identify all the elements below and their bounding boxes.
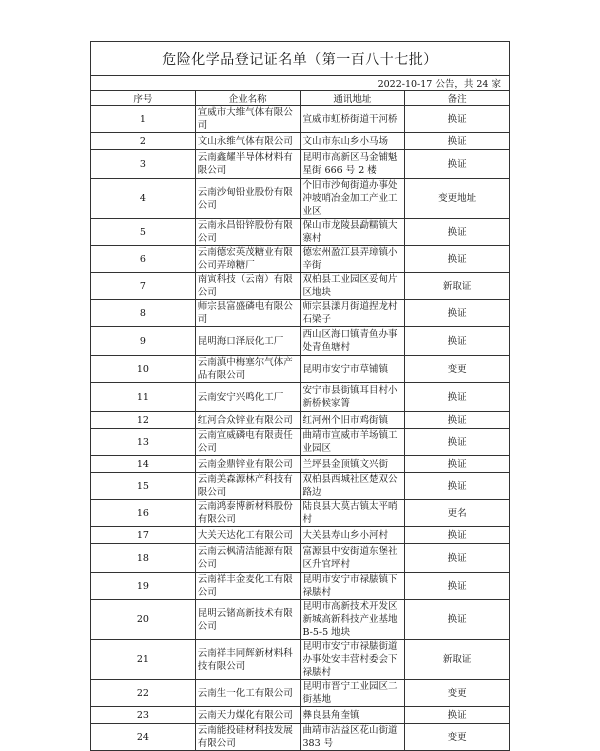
row-note: 换证 xyxy=(405,456,510,473)
company-name: 云南美森源林产科技有限公司 xyxy=(195,473,300,500)
row-number: 7 xyxy=(91,273,196,300)
row-note: 新取证 xyxy=(405,640,510,680)
table-row xyxy=(91,300,510,327)
row-number: 5 xyxy=(91,219,196,246)
row-number: 2 xyxy=(91,133,196,150)
row-note: 换证 xyxy=(405,573,510,600)
row-number: 4 xyxy=(91,179,196,219)
company-name: 云南沙甸铅业股份有限公司 xyxy=(195,179,300,219)
row-note: 变更地址 xyxy=(405,179,510,219)
company-address: 曲靖市宣威市羊场镇工业园区 xyxy=(300,429,405,456)
table-row xyxy=(91,600,510,640)
table-row xyxy=(91,680,510,707)
row-note: 换证 xyxy=(405,544,510,573)
table-row xyxy=(91,500,510,527)
row-number: 14 xyxy=(91,456,196,473)
company-name: 昆明海口泽辰化工厂 xyxy=(195,327,300,356)
table-row xyxy=(91,246,510,273)
table-row xyxy=(91,527,510,544)
company-address: 兰坪县金顶镇文兴街 xyxy=(300,456,405,473)
row-number: 16 xyxy=(91,500,196,527)
row-note: 换证 xyxy=(405,527,510,544)
table-row xyxy=(91,273,510,300)
company-address: 富源县中安街道东堡社区升官坪村 xyxy=(300,544,405,573)
row-number: 1 xyxy=(91,106,196,133)
company-name: 云南永昌铅锌股份有限公司 xyxy=(195,219,300,246)
table-row xyxy=(91,412,510,429)
row-number: 17 xyxy=(91,527,196,544)
row-note: 变更 xyxy=(405,356,510,383)
company-address: 德宏州盈江县弄璋镇小辛街 xyxy=(300,246,405,273)
company-name: 云南金鼎锌业有限公司 xyxy=(195,456,300,473)
row-number: 10 xyxy=(91,356,196,383)
company-address: 曲靖市沾益区花山街道 383 号 xyxy=(300,724,405,751)
row-number: 12 xyxy=(91,412,196,429)
company-name: 南寅科技（云南）有限公司 xyxy=(195,273,300,300)
company-name: 师宗县富盛磷电有限公司 xyxy=(195,300,300,327)
company-name: 云南天力煤化有限公司 xyxy=(195,707,300,724)
row-number: 20 xyxy=(91,600,196,640)
company-name: 大关天达化工有限公司 xyxy=(195,527,300,544)
row-note: 换证 xyxy=(405,246,510,273)
company-address: 个旧市沙甸街道办事处冲坡哨冶金加工产业工业区 xyxy=(300,179,405,219)
row-number: 11 xyxy=(91,383,196,412)
row-number: 22 xyxy=(91,680,196,707)
row-note: 换证 xyxy=(405,412,510,429)
row-number: 13 xyxy=(91,429,196,456)
company-name: 云南德宏英茂糖业有限公司弄璋糖厂 xyxy=(195,246,300,273)
row-note: 换证 xyxy=(405,300,510,327)
row-number: 21 xyxy=(91,640,196,680)
table-row xyxy=(91,544,510,573)
company-address: 昆明市高新区马金铺魁星街 666 号 2 楼 xyxy=(300,150,405,179)
table-row xyxy=(91,106,510,133)
table-row xyxy=(91,219,510,246)
company-name: 云南生一化工有限公司 xyxy=(195,680,300,707)
header-no: 序号 xyxy=(91,91,196,106)
company-address: 陆良县大莫古镇太平哨村 xyxy=(300,500,405,527)
company-address: 昆明市高新技术开发区新城高新科技产业基地 B-5-5 地块 xyxy=(300,600,405,640)
table-row xyxy=(91,327,510,356)
row-note: 变更 xyxy=(405,680,510,707)
company-name: 云南祥丰金麦化工有限公司 xyxy=(195,573,300,600)
company-name: 云南祥丰同辉新材料科技有限公司 xyxy=(195,640,300,680)
row-note: 换证 xyxy=(405,383,510,412)
row-note: 换证 xyxy=(405,150,510,179)
table-row xyxy=(91,356,510,383)
row-number: 23 xyxy=(91,707,196,724)
row-note: 换证 xyxy=(405,473,510,500)
row-number: 9 xyxy=(91,327,196,356)
row-number: 15 xyxy=(91,473,196,500)
registry-table xyxy=(90,41,510,751)
company-address: 保山市龙陵县勐糯镇大寨村 xyxy=(300,219,405,246)
table-row xyxy=(91,383,510,412)
row-note: 换证 xyxy=(405,133,510,150)
table-row xyxy=(91,429,510,456)
row-note: 换证 xyxy=(405,106,510,133)
company-address: 彝良县角奎镇 xyxy=(300,707,405,724)
row-note: 换证 xyxy=(405,429,510,456)
table-row xyxy=(91,179,510,219)
row-note: 换证 xyxy=(405,707,510,724)
document-title: 危险化学品登记证名单（第一百八十七批） xyxy=(91,42,510,76)
header-company: 企业名称 xyxy=(195,91,300,106)
company-name: 云南能投硅材科技发展有限公司 xyxy=(195,724,300,751)
row-note: 换证 xyxy=(405,327,510,356)
company-name: 云南鸿泰博新材料股份有限公司 xyxy=(195,500,300,527)
table-row xyxy=(91,456,510,473)
company-address: 昆明市安宁市草铺镇 xyxy=(300,356,405,383)
company-name: 云南云枫清洁能源有限公司 xyxy=(195,544,300,573)
row-note: 新取证 xyxy=(405,273,510,300)
table-row xyxy=(91,724,510,751)
row-note: 更名 xyxy=(405,500,510,527)
header-address: 通讯地址 xyxy=(300,91,405,106)
company-address: 文山市东山乡小马场 xyxy=(300,133,405,150)
row-number: 18 xyxy=(91,544,196,573)
table-row xyxy=(91,640,510,680)
company-name: 文山永维气体有限公司 xyxy=(195,133,300,150)
company-address: 师宗县漾月街道捏龙村石梁子 xyxy=(300,300,405,327)
table-row xyxy=(91,150,510,179)
notice-line: 2022-10-17 公告，共 24 家 xyxy=(91,76,510,91)
company-name: 云南宣威磷电有限责任公司 xyxy=(195,429,300,456)
table-row xyxy=(91,707,510,724)
row-note: 换证 xyxy=(405,600,510,640)
company-address: 昆明市晋宁工业园区二街基地 xyxy=(300,680,405,707)
company-address: 大关县寿山乡小河村 xyxy=(300,527,405,544)
row-number: 3 xyxy=(91,150,196,179)
header-note: 备注 xyxy=(405,91,510,106)
table-row xyxy=(91,133,510,150)
row-number: 8 xyxy=(91,300,196,327)
company-address: 西山区海口镇青鱼办事处青鱼塘村 xyxy=(300,327,405,356)
company-address: 红河州个旧市鸡街镇 xyxy=(300,412,405,429)
company-name: 红河合众锌业有限公司 xyxy=(195,412,300,429)
company-name: 宣威市大维气体有限公司 xyxy=(195,106,300,133)
header-row xyxy=(91,91,510,106)
company-name: 云南安宁兴鸣化工厂 xyxy=(195,383,300,412)
table-row xyxy=(91,573,510,600)
table-row xyxy=(91,473,510,500)
company-address: 昆明市安宁市禄脿街道办事处安丰营村委会下禄脿村 xyxy=(300,640,405,680)
company-address: 双柏县工业园区妥甸片区地块 xyxy=(300,273,405,300)
company-name: 云南鑫耀半导体材料有限公司 xyxy=(195,150,300,179)
company-name: 云南滇中梅塞尔气体产品有限公司 xyxy=(195,356,300,383)
company-name: 昆明云锗高新技术有限公司 xyxy=(195,600,300,640)
company-address: 双柏县西城社区楚双公路边 xyxy=(300,473,405,500)
row-number: 19 xyxy=(91,573,196,600)
company-address: 宣威市虹桥街道干河桥 xyxy=(300,106,405,133)
row-note: 换证 xyxy=(405,219,510,246)
registry-document xyxy=(90,41,510,751)
row-number: 24 xyxy=(91,724,196,751)
row-number: 6 xyxy=(91,246,196,273)
company-address: 昆明市安宁市禄脿镇下禄脿村 xyxy=(300,573,405,600)
row-note: 变更 xyxy=(405,724,510,751)
company-address: 安宁市县街镇耳目村小新桥候家箐 xyxy=(300,383,405,412)
